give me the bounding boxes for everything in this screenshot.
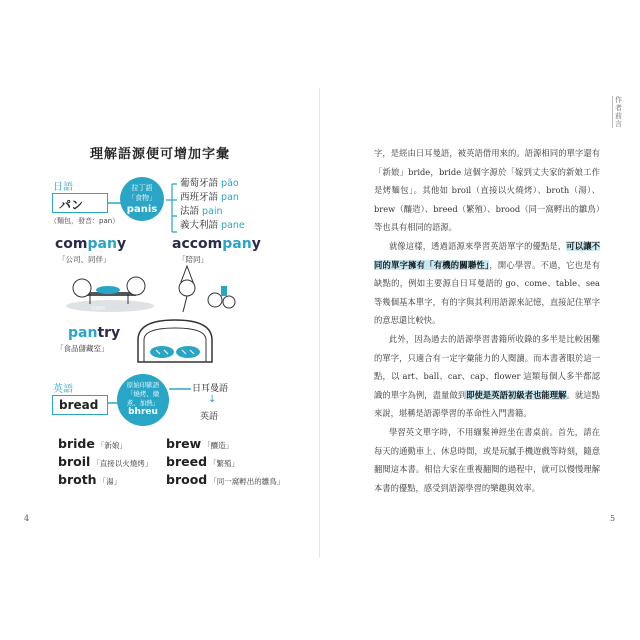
vocab-item: brood 「同一窩孵出的雛鳥」 — [166, 472, 285, 487]
language-item: 義大利語 pane — [180, 220, 245, 231]
side-tab: 作者前言 — [612, 96, 623, 128]
germanic-arrow: ↓ — [208, 394, 217, 405]
bread-bin-illustration — [134, 318, 216, 364]
illustration-label: com — [92, 305, 105, 312]
latin-circle-line1: 拉丁語 — [131, 184, 153, 192]
accompany-illustration — [165, 262, 245, 318]
language-item: 西班牙語 pan — [180, 192, 239, 203]
paragraph: 學習英文單字時，不用繃緊神經坐在書桌前。首先，請在每天的通勤車上、休息時間，或是玩膩手機遊戲等時刻，隨意翻閱這本書。相信大家在重複翻閱的過程中，就可以慢慢理解本書的優點，感受到語源學習的樂趣與效率。 — [374, 426, 600, 493]
vocab-item: brew 「釀造」 — [166, 436, 234, 451]
language-item: 葡萄牙語 pão — [180, 178, 239, 189]
paragraph: 字，是經由日耳曼語，被英語借用來的。語源相同的單字還有「新娘」bride，bride 這個字源於「嫁到丈夫家的新娘工作是烤麵包」。其他如 broil（直接以火燒烤）、broth（湯）、brew（釀造）、breed（繁殖）、brood（同一窩孵出的雛鳥）等也具有相同的語源。 — [374, 148, 600, 233]
word-accompany: accompany — [172, 236, 261, 252]
accompany-meaning: 「陪同」 — [178, 255, 208, 264]
body-text — [374, 144, 600, 497]
paragraph: 此外，因為過去的語源學習書籍所收錄的多半是比較困難的單字，只適合有一定字彙能力的人閱讀。而本書著眼於這一點，以 art、ball、car、cap、flower 這類每個人多半都認識的單字為例，盡量做到即使是英語初級者也能理解。就這點來說，堪稱是語源學習的革命性入門書籍。 — [374, 333, 600, 419]
language-bracket — [164, 180, 178, 240]
germanic-bottom: 英語 — [200, 412, 219, 422]
latin-circle — [120, 177, 164, 221]
english-word-box — [52, 395, 108, 415]
germanic-top: 日耳曼語 — [192, 384, 229, 394]
japanese-word: パン — [59, 198, 84, 212]
latin-circle-word: panis — [126, 204, 158, 215]
right-page — [320, 0, 640, 640]
japanese-label: 日語 — [53, 182, 73, 193]
company-illustration — [58, 264, 156, 316]
company-meaning: 「公司、同伴」 — [58, 255, 111, 264]
language-list — [180, 177, 245, 233]
proto-line2: 「燒烤、燉 — [126, 390, 160, 398]
paragraph: 就像這樣，透過語源來學習英語單字的優點是，可以讓不同的單字擁有「有機的關聯性」，開心學習。不過，它也是有缺點的，例如主要源自日耳曼語的 go、come、table、sea 等幾個基本單字，有的字與其利用語源來記憶，直接記住單字的意思還比較快。 — [374, 240, 600, 326]
japanese-word-box — [52, 193, 108, 213]
proto-word: bhreu — [128, 407, 158, 417]
highlight: 即使是英語初級者也能理解 — [466, 389, 567, 400]
page-number-left: 4 — [24, 514, 30, 523]
english-label: 英語 — [53, 384, 73, 395]
language-item: 法語 pain — [180, 206, 223, 217]
vocab-item: bride 「新娘」 — [58, 436, 127, 451]
english-word: bread — [59, 398, 99, 412]
page-number-right: 5 — [610, 514, 616, 523]
vocab-item: broil 「直接以火燒烤」 — [58, 454, 153, 469]
latin-circle-line2: 「食物」 — [128, 194, 156, 202]
vocab-item: breed 「繁殖」 — [166, 454, 240, 469]
proto-line3: 煮、加熱」 — [126, 399, 160, 407]
figure-title: 理解語源便可增加字彙 — [89, 147, 230, 162]
vocab-item: broth 「湯」 — [58, 472, 122, 487]
word-pantry: pantry — [68, 325, 121, 341]
proto-line1: 原始印歐語 — [126, 381, 160, 389]
connector-line-3 — [169, 384, 191, 394]
word-company: company — [55, 236, 127, 252]
highlight: 可以讓不同的單字擁有「有機的關聯性」 — [374, 240, 600, 270]
pantry-meaning: 「食品儲藏室」 — [56, 344, 109, 353]
proto-circle — [117, 374, 169, 426]
japanese-note: （麵包，發音：pan） — [50, 217, 120, 225]
